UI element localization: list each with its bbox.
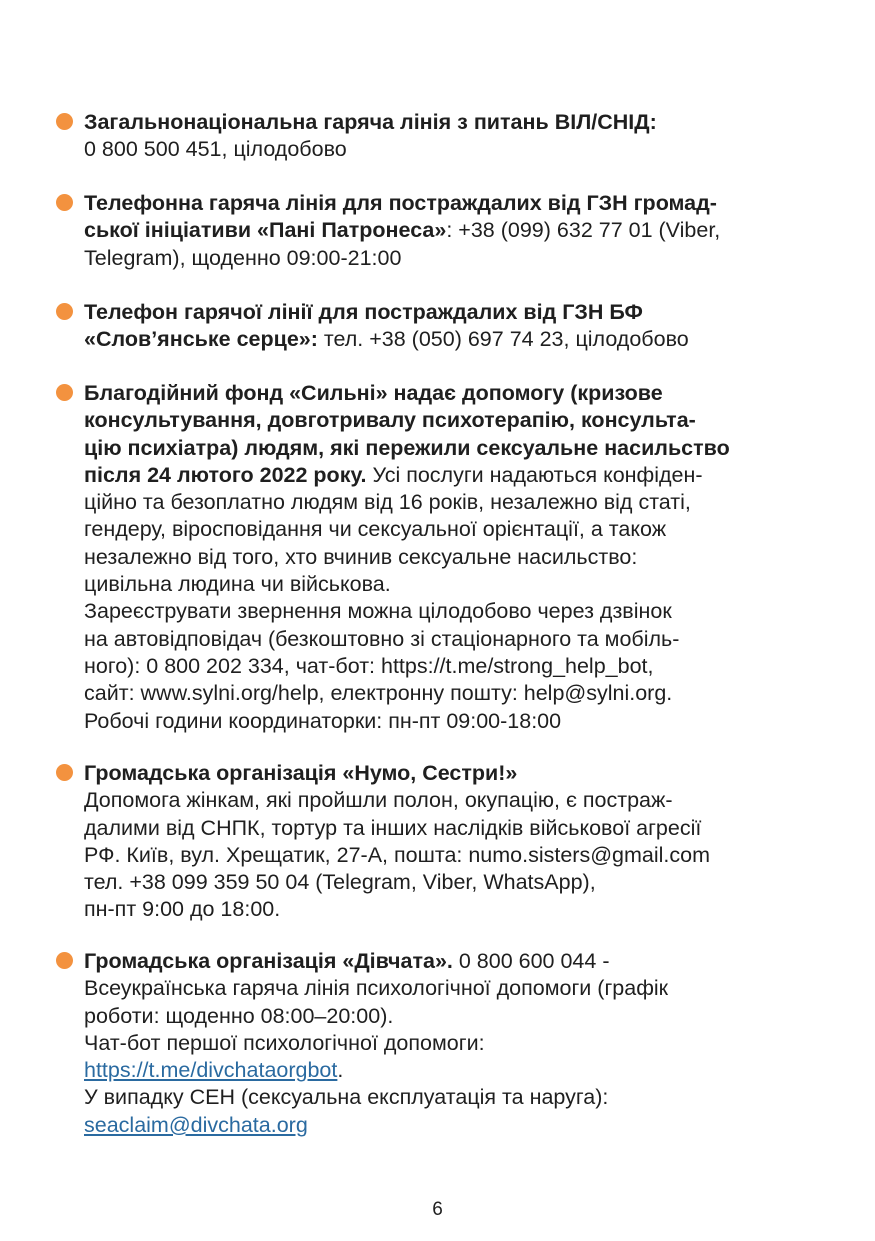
bullet-icon bbox=[56, 113, 73, 130]
entry-line: У випадку СЕН (сексуальна експлуатація та наруга): bbox=[84, 1085, 609, 1110]
entry-line: на автовідповідач (безкоштовно зі стаціонарного та мобіль- bbox=[84, 626, 680, 651]
entry-line: після 24 лютого 2022 року. Усі послуги надаються конфіден- bbox=[84, 462, 703, 487]
entry-line: Загальнонаціональна гаряча лінія з питань ВІЛ/СНІД: bbox=[84, 110, 657, 134]
entry-line: Всеукраїнська гаряча лінія психологічної допомоги (графік bbox=[84, 976, 669, 1001]
entry-line: консультування, довготривалу психотерапію, консульта- bbox=[84, 408, 696, 433]
entry-line: гендеру, віросповідання чи сексуальної орієнтації, а також bbox=[84, 517, 667, 542]
hotline-entry-divchata bbox=[84, 948, 832, 1139]
hotline-entry-pani-patronesa bbox=[84, 190, 832, 272]
entry-line: Робочі години координаторки: пн-пт 09:00-18:00 bbox=[84, 708, 562, 733]
page-number: 6 bbox=[432, 1199, 443, 1220]
entry-line: Громадська організація «Дівчата». 0 800 600 044 - bbox=[84, 949, 610, 973]
bullet-icon bbox=[56, 194, 73, 211]
entry-line: незалежно від того, хто вчинив сексуальне насильство: bbox=[84, 544, 638, 569]
entry-line: Громадська організація «Нумо, Сестри!» bbox=[84, 761, 518, 785]
hotline-entry-hiv-aids bbox=[84, 109, 832, 164]
entry-line: https://t.me/divchataorgbot. bbox=[84, 1058, 344, 1083]
entry-line: Чат-бот першої психологічної допомоги: bbox=[84, 1030, 485, 1055]
entry-line: Telegram), щоденно 09:00-21:00 bbox=[84, 245, 402, 270]
entry-line: цивільна людина чи військова. bbox=[84, 572, 391, 597]
entry-line: РФ. Київ, вул. Хрещатик, 27-А, пошта: numo.sisters@gmail.com bbox=[84, 842, 711, 867]
entry-line: роботи: щоденно 08:00–20:00). bbox=[84, 1003, 394, 1028]
entry-line: сайт: www.sylni.org/help, електронну пошту: help@sylni.org. bbox=[84, 681, 673, 706]
bullet-icon bbox=[56, 303, 73, 320]
bullet-icon bbox=[56, 952, 73, 969]
bullet-icon bbox=[56, 764, 73, 781]
hotline-entry-sylni-foundation bbox=[84, 380, 832, 735]
entry-line: Телефонна гаряча лінія для постраждалих від ГЗН громад- bbox=[84, 191, 717, 215]
entry-line: 0 800 500 451, цілодобово bbox=[84, 137, 347, 162]
hotline-entry-numo-sestry bbox=[84, 760, 832, 924]
entry-line: пн-пт 9:00 до 18:00. bbox=[84, 897, 281, 922]
entry-line: Благодійний фонд «Сильні» надає допомогу (кризове bbox=[84, 381, 663, 405]
entry-line: ційно та безоплатно людям від 16 років, незалежно від статі, bbox=[84, 490, 691, 515]
entry-line bbox=[84, 1112, 832, 1139]
chatbot-link[interactable]: https://t.me/divchataorgbot bbox=[84, 1058, 338, 1083]
entry-line: ного): 0 800 202 334, чат-бот: https://t.me/strong_help_bot, bbox=[84, 653, 654, 678]
entry-line: Допомога жінкам, які пройшли полон, окупацію, є постраж- bbox=[84, 788, 673, 813]
hotline-entry-slovianske-sertse bbox=[84, 299, 832, 354]
entry-line: далими від СНПК, тортур та інших наслідків військової агресії bbox=[84, 815, 702, 840]
entry-line: ської ініціативи «Пані Патронеса»: +38 (099) 632 77 01 (Viber, bbox=[84, 218, 721, 243]
entry-line: цію психіатра) людям, які пережили сексуальне насильство bbox=[84, 435, 730, 460]
entry-line: Зареєструвати звернення можна цілодобово через дзвінок bbox=[84, 599, 672, 624]
entry-line: «Слов’янське серце»: тел. +38 (050) 697 74 23, цілодобово bbox=[84, 327, 689, 352]
email-link[interactable]: seaclaim@divchata.org bbox=[84, 1112, 308, 1137]
entry-line: Телефон гарячої лінії для постраждалих від ГЗН БФ bbox=[84, 300, 643, 324]
entry-line: тел. +38 099 359 50 04 (Telegram, Viber, WhatsApp), bbox=[84, 870, 596, 895]
bullet-icon bbox=[56, 384, 73, 401]
